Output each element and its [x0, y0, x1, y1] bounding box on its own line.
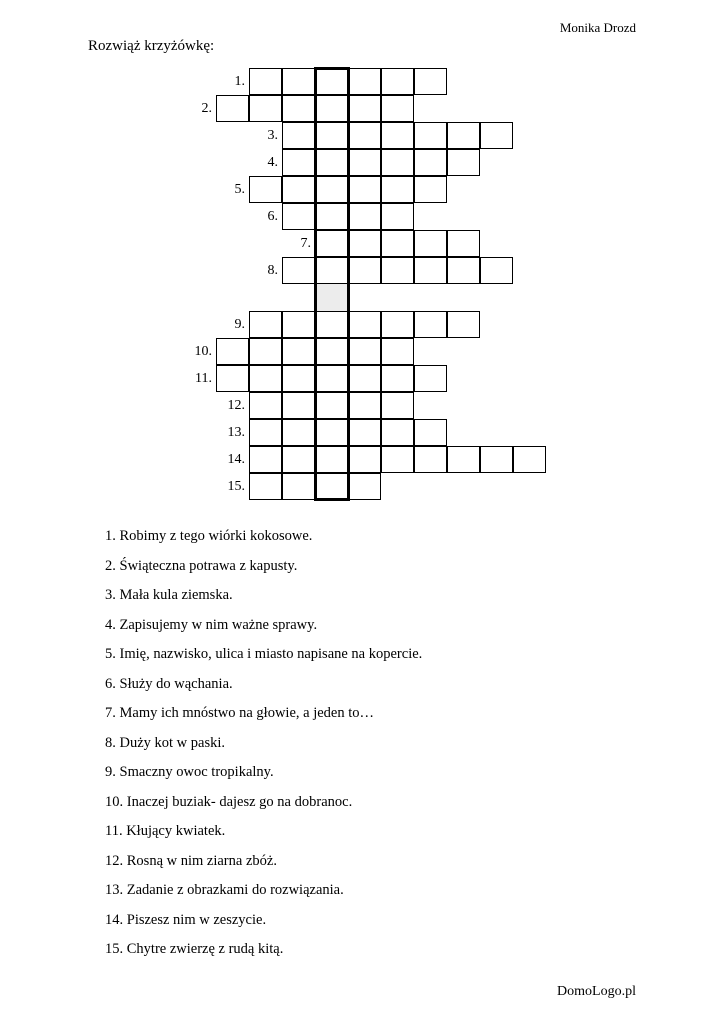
crossword-cell[interactable] [447, 122, 480, 149]
crossword-cell[interactable] [315, 176, 348, 203]
crossword-cell[interactable] [381, 365, 414, 392]
row-number: 11. [195, 371, 212, 386]
crossword-cell[interactable] [414, 149, 447, 176]
crossword-cell[interactable] [447, 446, 480, 473]
crossword-cell[interactable] [348, 95, 381, 122]
author-name: Monika Drozd [559, 20, 636, 35]
crossword-cell[interactable] [447, 257, 480, 284]
crossword-cell[interactable] [249, 392, 282, 419]
crossword-cell[interactable] [282, 122, 315, 149]
crossword-cell[interactable] [381, 257, 414, 284]
crossword-cell[interactable] [414, 311, 447, 338]
crossword-cell[interactable] [447, 230, 480, 257]
crossword-cell[interactable] [249, 68, 282, 95]
crossword-cell[interactable] [381, 311, 414, 338]
row-number: 13. [227, 425, 245, 440]
footer-site: DomoLogo.pl [557, 984, 636, 999]
clue-item: 2. Świąteczna potrawa z kapusty. [105, 557, 298, 574]
crossword-cell[interactable] [348, 176, 381, 203]
crossword-cell[interactable] [381, 176, 414, 203]
crossword-cell[interactable] [414, 122, 447, 149]
clue-item: 14. Piszesz nim w zeszycie. [105, 911, 267, 928]
clue-item: 10. Inaczej buziak- dajesz go na dobranoc. [105, 793, 353, 810]
crossword-cell[interactable] [414, 176, 447, 203]
crossword-cell[interactable] [315, 68, 348, 95]
crossword-cell[interactable] [282, 392, 315, 419]
row-number: 12. [227, 398, 245, 413]
row-number: 3. [267, 128, 278, 143]
clue-item: 9. Smaczny owoc tropikalny. [105, 764, 274, 780]
crossword-cell[interactable] [315, 311, 348, 338]
clue-item: 4. Zapisujemy w nim ważne sprawy. [105, 616, 318, 633]
crossword-cell[interactable] [513, 446, 546, 473]
crossword-cell[interactable] [249, 95, 282, 122]
row-number: 15. [227, 479, 245, 494]
crossword-cell[interactable] [348, 311, 381, 338]
crossword-cell[interactable] [414, 365, 447, 392]
crossword-cell[interactable] [381, 392, 414, 419]
crossword-cell[interactable] [348, 122, 381, 149]
crossword-cell[interactable] [414, 257, 447, 284]
clue-item: 13. Zadanie z obrazkami do rozwiązania. [105, 882, 344, 898]
row-number: 2. [201, 101, 212, 116]
crossword-cell[interactable] [381, 149, 414, 176]
crossword-cell[interactable] [282, 338, 315, 365]
row-number: 8. [267, 263, 278, 278]
crossword-cell[interactable] [381, 338, 414, 365]
crossword-cell[interactable] [414, 68, 447, 95]
row-number: 1. [234, 74, 245, 89]
crossword-cell[interactable] [315, 392, 348, 419]
crossword-cell[interactable] [282, 95, 315, 122]
crossword-cell[interactable] [315, 149, 348, 176]
crossword-cell[interactable] [348, 257, 381, 284]
crossword-cell[interactable] [315, 338, 348, 365]
crossword-cell[interactable] [348, 68, 381, 95]
clue-list [105, 527, 422, 970]
clue-item: 12. Rosną w nim ziarna zbóż. [105, 852, 277, 869]
crossword-cell[interactable] [315, 365, 348, 392]
crossword-cell[interactable] [249, 473, 282, 500]
crossword-cell[interactable] [282, 446, 315, 473]
row-number: 6. [267, 209, 278, 224]
crossword-cell[interactable] [315, 230, 348, 257]
clue-item: 1. Robimy z tego wiórki kokosowe. [105, 528, 313, 544]
crossword-cell[interactable] [480, 446, 513, 473]
crossword-cell[interactable] [282, 149, 315, 176]
crossword-cell[interactable] [447, 311, 480, 338]
crossword-cell[interactable] [315, 122, 348, 149]
crossword-cell[interactable] [249, 446, 282, 473]
crossword-cell[interactable] [282, 203, 315, 230]
crossword-cell[interactable] [315, 473, 348, 500]
clue-item: 11. Kłujący kwiatek. [105, 823, 226, 839]
clue-item: 5. Imię, nazwisko, ulica i miasto napisane na kopercie. [105, 646, 423, 662]
crossword-cell[interactable] [348, 446, 381, 473]
crossword-cell[interactable] [315, 257, 348, 284]
crossword-cell[interactable] [414, 446, 447, 473]
clue-item: 7. Mamy ich mnóstwo na głowie, a jeden to… [105, 705, 375, 721]
crossword-cell[interactable] [381, 419, 414, 446]
row-number: 5. [234, 182, 245, 197]
clue-item: 6. Służy do wąchania. [105, 675, 233, 692]
crossword-cell[interactable] [348, 392, 381, 419]
crossword-cell[interactable] [348, 473, 381, 500]
crossword-cell[interactable] [282, 365, 315, 392]
row-number: 14. [227, 452, 245, 467]
crossword-cell[interactable] [282, 68, 315, 95]
crossword-cell[interactable] [282, 311, 315, 338]
crossword-cell[interactable] [480, 122, 513, 149]
crossword-cell[interactable] [249, 311, 282, 338]
crossword-cell[interactable] [315, 419, 348, 446]
crossword-cell[interactable] [282, 257, 315, 284]
crossword-cell[interactable] [447, 149, 480, 176]
crossword-cell[interactable] [282, 176, 315, 203]
crossword-cell[interactable] [249, 419, 282, 446]
crossword-cell[interactable] [249, 365, 282, 392]
crossword-cell[interactable] [216, 365, 249, 392]
crossword-cell[interactable] [216, 338, 249, 365]
crossword-cell[interactable] [315, 203, 348, 230]
row-number: 10. [194, 344, 212, 359]
crossword-cell[interactable] [249, 176, 282, 203]
crossword-cell[interactable] [282, 419, 315, 446]
crossword-cell[interactable] [414, 419, 447, 446]
clue-item: 15. Chytre zwierzę z rudą kitą. [105, 941, 284, 957]
crossword-cell[interactable] [315, 95, 348, 122]
crossword-cell[interactable] [348, 149, 381, 176]
blank-cell [315, 284, 348, 311]
crossword-cell[interactable] [216, 95, 249, 122]
crossword-cell[interactable] [381, 122, 414, 149]
crossword-cell[interactable] [348, 419, 381, 446]
crossword-cell[interactable] [381, 68, 414, 95]
crossword-cell[interactable] [348, 203, 381, 230]
clue-item: 8. Duży kot w paski. [105, 734, 226, 751]
crossword-cell[interactable] [315, 446, 348, 473]
row-number: 7. [300, 236, 311, 251]
crossword-cell[interactable] [480, 257, 513, 284]
crossword-cell[interactable] [381, 230, 414, 257]
crossword-cell[interactable] [381, 95, 414, 122]
crossword-cell[interactable] [249, 338, 282, 365]
crossword-cell[interactable] [381, 446, 414, 473]
row-number: 9. [234, 317, 245, 332]
crossword-cell[interactable] [414, 230, 447, 257]
crossword-cell[interactable] [348, 365, 381, 392]
crossword-cell[interactable] [348, 338, 381, 365]
crossword-cell[interactable] [381, 203, 414, 230]
clue-item: 3. Mała kula ziemska. [105, 587, 233, 603]
row-number: 4. [267, 155, 278, 170]
crossword-cell[interactable] [282, 473, 315, 500]
page-title: Rozwiąż krzyżówkę: [88, 38, 215, 54]
crossword-cell[interactable] [348, 230, 381, 257]
